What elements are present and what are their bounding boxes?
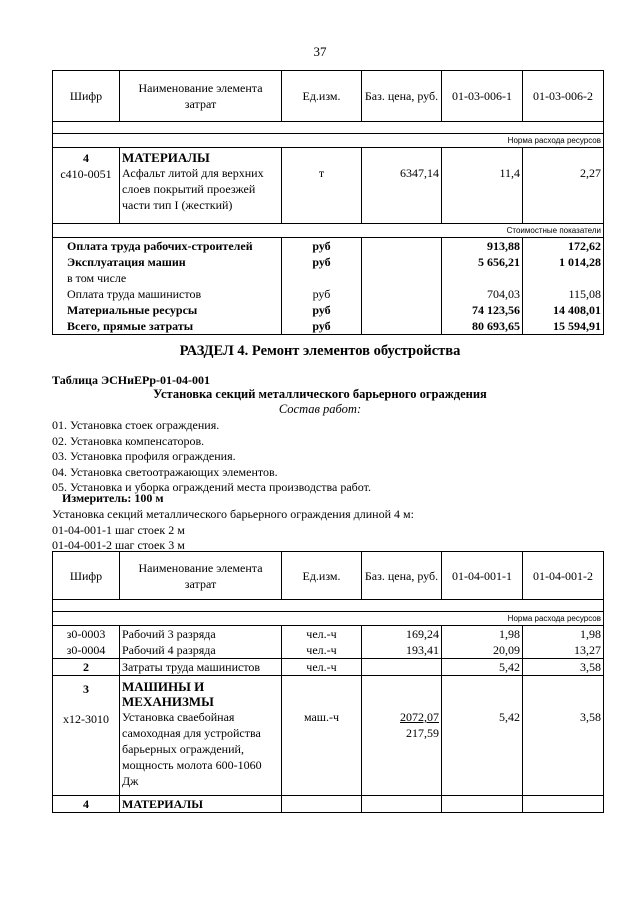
work-item: 03. Установка профиля ограждения.: [52, 449, 236, 463]
resource-table-1: [52, 70, 604, 335]
norm-label: Норма расхода ресурсов: [53, 612, 604, 626]
header-unit: Ед.изм.: [282, 552, 362, 600]
header-unit: Ед.изм.: [282, 71, 362, 122]
worker-value-2: 1,98: [580, 627, 601, 641]
worker-code: з0-0003: [66, 627, 106, 641]
cost-value-1: [444, 270, 520, 286]
machine-value-2: 3,58: [523, 676, 604, 796]
worker-name: Рабочий 4 разряда: [122, 643, 216, 657]
header-code: Шифр: [53, 71, 120, 122]
cost-value-1: 74 123,56: [472, 303, 520, 317]
worker-values-2-cell: [523, 626, 604, 659]
worker-codes-cell: [53, 626, 120, 659]
machinists-name: Затраты труда машинистов: [120, 659, 282, 676]
description-line: 01-04-001-2 шаг стоек 3 м: [52, 538, 185, 552]
cost-value-1: 913,88: [487, 239, 520, 253]
header-col-1: 01-03-006-1: [442, 71, 523, 122]
empty-cell: [442, 796, 523, 813]
materials-num: 4: [83, 151, 89, 165]
cost-values-1-cell: [442, 238, 523, 335]
cost-value-2: 15 594,91: [553, 319, 601, 333]
description-line: 01-04-001-1 шаг стоек 2 м: [52, 522, 185, 537]
worker-prices-cell: [362, 626, 442, 659]
cost-value-1: 5 656,21: [478, 255, 520, 269]
header-col-1: 01-04-001-1: [442, 552, 523, 600]
materials-title: МАТЕРИАЛЫ: [122, 150, 210, 165]
work-item: 04. Установка светоотражающих элементов.: [52, 464, 278, 479]
header-name: Наименование элемента затрат: [120, 552, 282, 600]
materials-code-cell: [53, 148, 120, 224]
table-code: Таблица ЭСНиЕРр-01-04-001: [52, 373, 211, 387]
machines-num: 3: [83, 682, 89, 696]
machinists-value-2: 3,58: [523, 659, 604, 676]
worker-value-1: 20,09: [493, 643, 520, 657]
work-item: 05. Установка и уборка ограждений места производства работ.: [52, 480, 371, 494]
worker-unit: чел.-ч: [306, 643, 337, 657]
cost-name: Материальные ресурсы: [67, 303, 198, 317]
empty-cell: [282, 796, 362, 813]
machine-name-line: самоходная для устройства: [122, 726, 261, 740]
machine-code: х12-3010: [63, 712, 109, 726]
material-name-line: части тип I (жесткий): [122, 198, 233, 212]
cost-name: Эксплуатация машин: [67, 255, 186, 269]
header-name: Наименование элемента затрат: [120, 71, 282, 122]
worker-unit: чел.-ч: [306, 627, 337, 641]
machine-value-1: 5,42: [442, 676, 523, 796]
cost-units-cell: [282, 238, 362, 335]
machine-prices-cell: [362, 676, 442, 796]
worker-names-cell: [120, 626, 282, 659]
work-item: 02. Установка компенсаторов.: [52, 433, 205, 448]
machines-code-cell: [53, 676, 120, 796]
cost-price-cell: [362, 238, 442, 335]
materials-name-cell: [120, 148, 282, 224]
worker-units-cell: [282, 626, 362, 659]
cost-value-2: 1 014,28: [559, 255, 601, 269]
cost-unit: руб: [312, 319, 331, 333]
worker-code: з0-0004: [66, 643, 106, 657]
machine-name-line: Установка сваебойная: [122, 710, 235, 724]
table-title: Установка секций металлического барьерного ограждения: [153, 387, 487, 401]
cost-values-2-cell: [523, 238, 604, 335]
worker-price: 169,24: [406, 627, 439, 641]
machines-title-line: МЕХАНИЗМЫ: [122, 694, 214, 709]
resource-table-2: [52, 551, 604, 813]
cost-name: Оплата труда рабочих-строителей: [67, 239, 253, 253]
machinists-value-1: 5,42: [442, 659, 523, 676]
material-name-line: слоев покрытий проезжей: [122, 182, 256, 196]
header-col-2: 01-03-006-2: [523, 71, 604, 122]
page-number: 37: [313, 44, 327, 59]
header-code: Шифр: [53, 552, 120, 600]
measure-unit: Измеритель: 100 м: [62, 491, 164, 505]
material-name-line: Асфальт литой для верхних: [122, 166, 264, 180]
description-line: Установка секций металлического барьерного ограждения длиной 4 м:: [52, 507, 414, 521]
machine-name-line: мощность молота 600-1060: [122, 758, 262, 772]
cost-name: Оплата труда машинистов: [67, 287, 202, 301]
material-unit: т: [282, 148, 362, 224]
machine-name-line: Дж: [122, 774, 139, 788]
empty-cell: [362, 796, 442, 813]
section-title: РАЗДЕЛ 4. Ремонт элементов обустройства: [179, 343, 461, 359]
cost-value-2: 14 408,01: [553, 303, 601, 317]
machines-name-cell: [120, 676, 282, 796]
cost-name: в том числе: [67, 271, 127, 285]
description: [52, 507, 414, 554]
cost-names-cell: [53, 238, 282, 335]
machine-unit: маш.-ч: [282, 676, 362, 796]
machinists-price: [362, 659, 442, 676]
cost-label: Стоимостные показатели: [53, 224, 604, 238]
cost-unit: руб: [312, 255, 331, 269]
machinists-unit: чел.-ч: [282, 659, 362, 676]
cost-unit: руб: [312, 239, 331, 253]
machine-price: 2072,07: [400, 710, 439, 724]
material-value-2: 2,27: [523, 148, 604, 224]
norm-label: Норма расхода ресурсов: [53, 134, 604, 148]
materials-num: 4: [53, 796, 120, 813]
material-code: с410-0051: [60, 167, 112, 181]
machines-title-line: МАШИНЫ И: [122, 679, 205, 694]
cost-name: Всего, прямые затраты: [67, 319, 194, 333]
worker-price: 193,41: [406, 643, 439, 657]
worker-values-1-cell: [442, 626, 523, 659]
cost-unit: руб: [312, 303, 331, 317]
cost-value-1: 80 693,65: [472, 319, 520, 333]
machine-name-line: барьерных ограждений,: [122, 742, 244, 756]
material-price: 6347,14: [362, 148, 442, 224]
header-price: Баз. цена, руб.: [362, 552, 442, 600]
header-col-2: 01-04-001-2: [523, 552, 604, 600]
machine-price-2: 217,59: [406, 726, 439, 740]
cost-value-2: 115,08: [568, 287, 601, 301]
machinists-num: 2: [53, 659, 120, 676]
empty-cell: [523, 796, 604, 813]
worker-value-1: 1,98: [499, 627, 520, 641]
header-price: Баз. цена, руб.: [362, 71, 442, 122]
materials-title: МАТЕРИАЛЫ: [120, 796, 282, 813]
works-list: [52, 418, 371, 496]
cost-value-1: 704,03: [487, 287, 520, 301]
cost-value-2: 172,62: [568, 239, 601, 253]
cost-unit: [284, 270, 359, 286]
composition-label: Состав работ:: [278, 402, 362, 416]
worker-name: Рабочий 3 разряда: [122, 627, 216, 641]
cost-unit: руб: [312, 287, 331, 301]
work-item: 01. Установка стоек ограждения.: [52, 418, 220, 432]
worker-value-2: 13,27: [574, 643, 601, 657]
cost-value-2: [525, 270, 601, 286]
material-value-1: 11,4: [442, 148, 523, 224]
